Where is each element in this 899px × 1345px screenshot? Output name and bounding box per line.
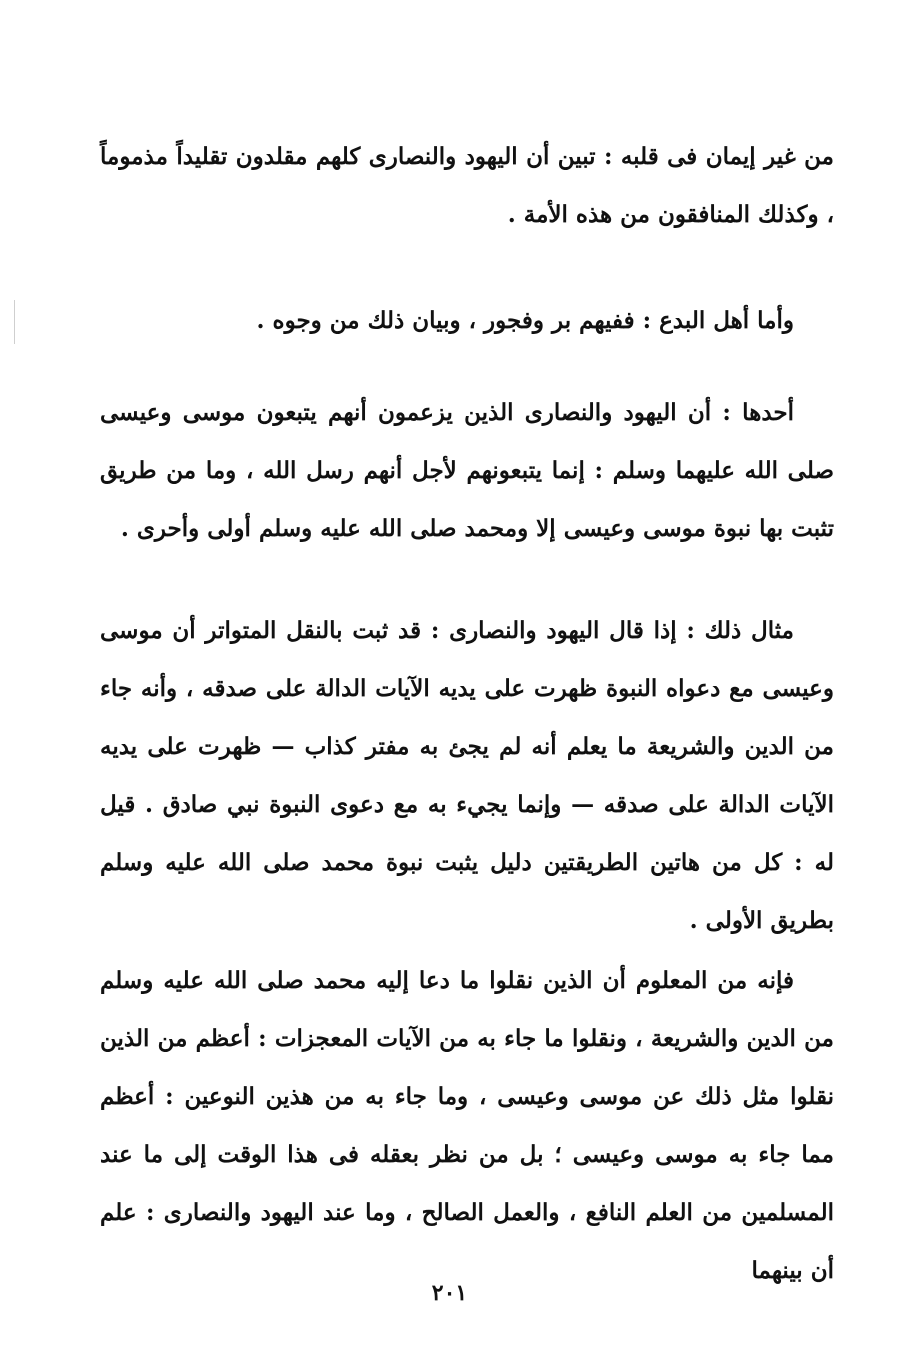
paragraph-2-text: وأما أهل البدع : ففيهم بر وفجور ، وبيان ذلك من وجوه . <box>256 307 794 334</box>
page-number: ٢٠١ <box>431 1280 468 1306</box>
margin-scan-mark <box>14 300 15 344</box>
paragraph-1-text: من غير إيمان فى قلبه : تبين أن اليهود والنصارى كلهم مقلدون تقليداً مذموماً ، وكذلك المنافقون من هذه الأمة . <box>100 143 834 228</box>
paragraph-3 <box>100 384 834 558</box>
paragraph-1 <box>100 128 834 244</box>
paragraph-2 <box>100 292 834 350</box>
paragraph-4 <box>100 602 834 950</box>
paragraph-5 <box>100 952 834 1300</box>
paragraph-5-text: فإنه من المعلوم أن الذين نقلوا ما دعا إليه محمد صلى الله عليه وسلم من الدين والشريعة ، ونقلوا ما جاء به من الآيات المعجزات : أعظم من الذين نقلوا مثل ذلك عن موسى وعيسى ، وما جاء به من هذين النوعين : أعظم مما جاء به موسى وعيسى ؛ بل من نظر بعقله فى هذا الوقت إلى ما عند المسلمين من العلم النافع ، والعمل الصالح ، وما عند اليهود والنصارى : علم أن بينهما <box>100 967 834 1284</box>
paragraph-4-text: مثال ذلك : إذا قال اليهود والنصارى : قد ثبت بالنقل المتواتر أن موسى وعيسى مع دعواه النبوة ظهرت على يديه الآيات الدالة على صدقه ، وأنه جاء من الدين والشريعة ما يعلم أنه لم يجئ به مفتر كذاب — ظهرت على يديه الآيات الدالة على صدقه — وإنما يجيء به مع دعوى النبوة نبي صادق . قيل له : كل من هاتين الطريقتين دليل يثبت نبوة محمد صلى الله عليه وسلم بطريق الأولى . <box>100 617 834 934</box>
paragraph-3-text: أحدها : أن اليهود والنصارى الذين يزعمون أنهم يتبعون موسى وعيسى صلى الله عليهما وسلم : إنما يتبعونهم لأجل أنهم رسل الله ، وما من طريق تثبت بها نبوة موسى وعيسى إلا ومحمد صلى الله عليه وسلم أولى وأحرى . <box>100 399 834 542</box>
